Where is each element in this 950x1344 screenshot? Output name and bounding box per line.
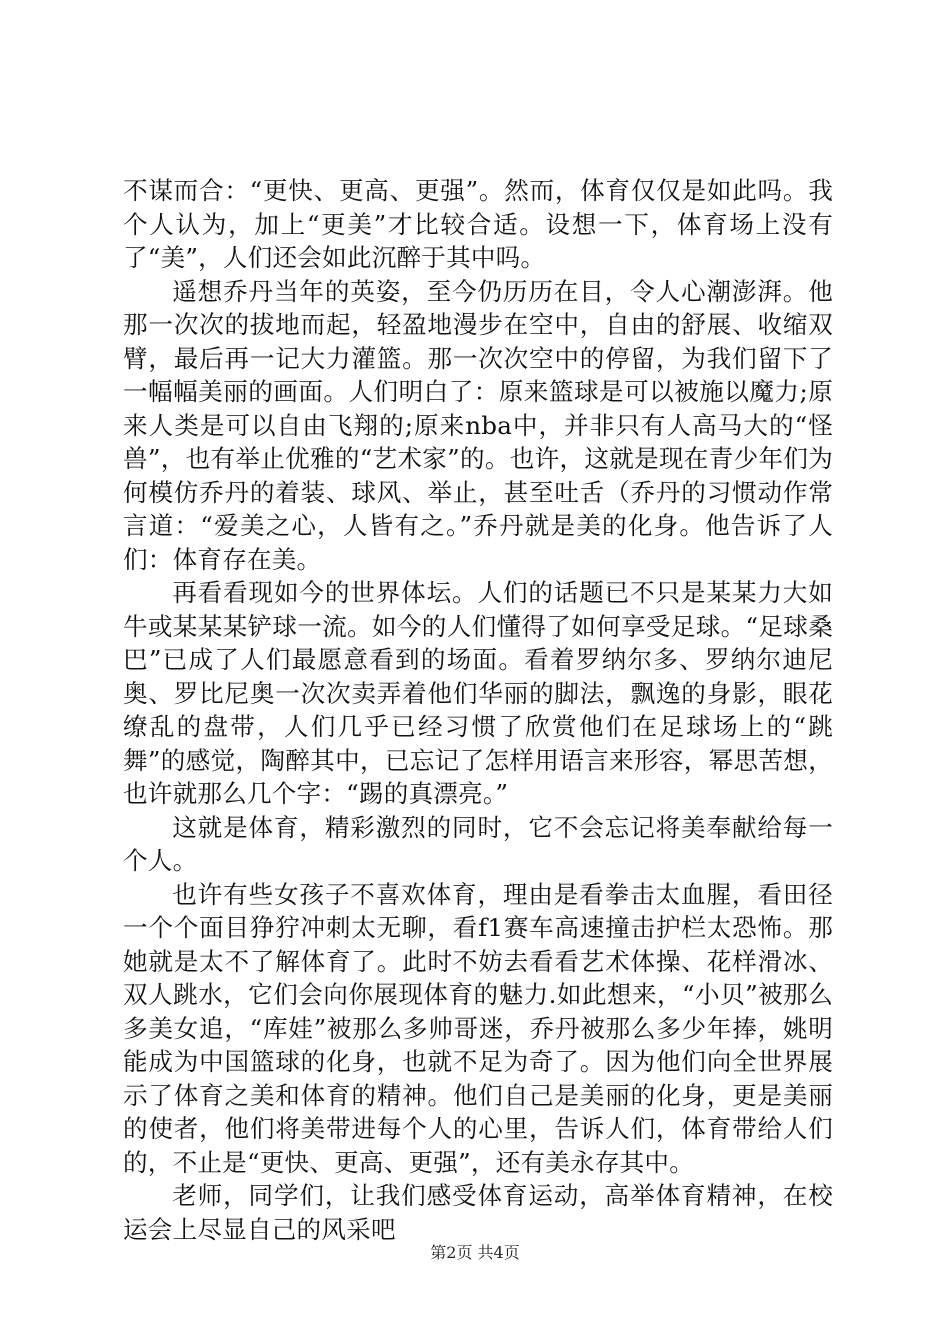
paragraph-3: 再看看现如今的世界体坛。人们的话题已不只是某某力大如牛或某某某铲球一流。如今的人们懂得了如何享受足球。“足球桑巴”已成了人们最愿意看到的场面。看着罗纳尔多、罗纳尔迪尼奥、罗比尼奥一次次卖弄着他们华丽的脚法，飘逸的身影，眼花缭乱的盘带，人们几乎已经习惯了欣赏他们在足球场上的“跳舞”的感觉，陶醉其中，已忘记了怎样用语言来形容，幂思苦想，也许就那么几个字：“踢的真漂亮。” xyxy=(123,578,833,808)
page-footer: 第2页 共4页 xyxy=(430,1243,520,1262)
paragraph-2: 遥想乔丹当年的英姿，至今仍历历在目，令人心潮澎湃。他那一次次的拔地而起，轻盈地漫步在空中，自由的舒展、收缩双臂，最后再一记大力灌篮。那一次次空中的停留，为我们留下了一幅幅美丽的画面。人们明白了：原来篮球是可以被施以魔力;原来人类是可以自由飞翔的;原来nba中，并非只有人高马大的“怪兽”，也有举止优雅的“艺术家”的。也许，这就是现在青少年们为何模仿乔丹的着装、球风、举止，甚至吐舌（乔丹的习惯动作常言道：“爱美之心，人皆有之。”乔丹就是美的化身。他告诉了人们：体育存在美。 xyxy=(123,276,833,574)
paragraph-1: 不谋而合：“更快、更高、更强”。然而，体育仅仅是如此吗。我个人认为，加上“更美”才比较合适。设想一下，体育场上没有了“美”，人们还会如此沉醉于其中吗。 xyxy=(123,176,833,272)
paragraph-5: 也许有些女孩子不喜欢体育，理由是看拳击太血腥，看田径一个个面目狰狞冲刺太无聊，看f1赛车高速撞击护栏太恐怖。那她就是太不了解体育了。此时不妨去看看艺术体操、花样滑冰、双人跳水，它们会向你展现体育的魅力.如此想来，“小贝”被那么多美女追，“库娃”被那么多帅哥迷，乔丹被那么多少年捧，姚明能成为中国篮球的化身，也就不足为奇了。因为他们向全世界展示了体育之美和体育的精神。他们自己是美丽的化身，更是美丽的使者，他们将美带进每个人的心里，告诉人们，体育带给人们的，不止是“更快、更高、更强”，还有美永存其中。 xyxy=(123,879,833,1177)
paragraph-4: 这就是体育，精彩激烈的同时，它不会忘记将美奉献给每一个人。 xyxy=(123,812,833,875)
paragraph-6: 老师，同学们，让我们感受体育运动，高举体育精神，在校运会上尽显自己的风采吧 xyxy=(123,1181,833,1244)
body-text xyxy=(123,174,833,1246)
